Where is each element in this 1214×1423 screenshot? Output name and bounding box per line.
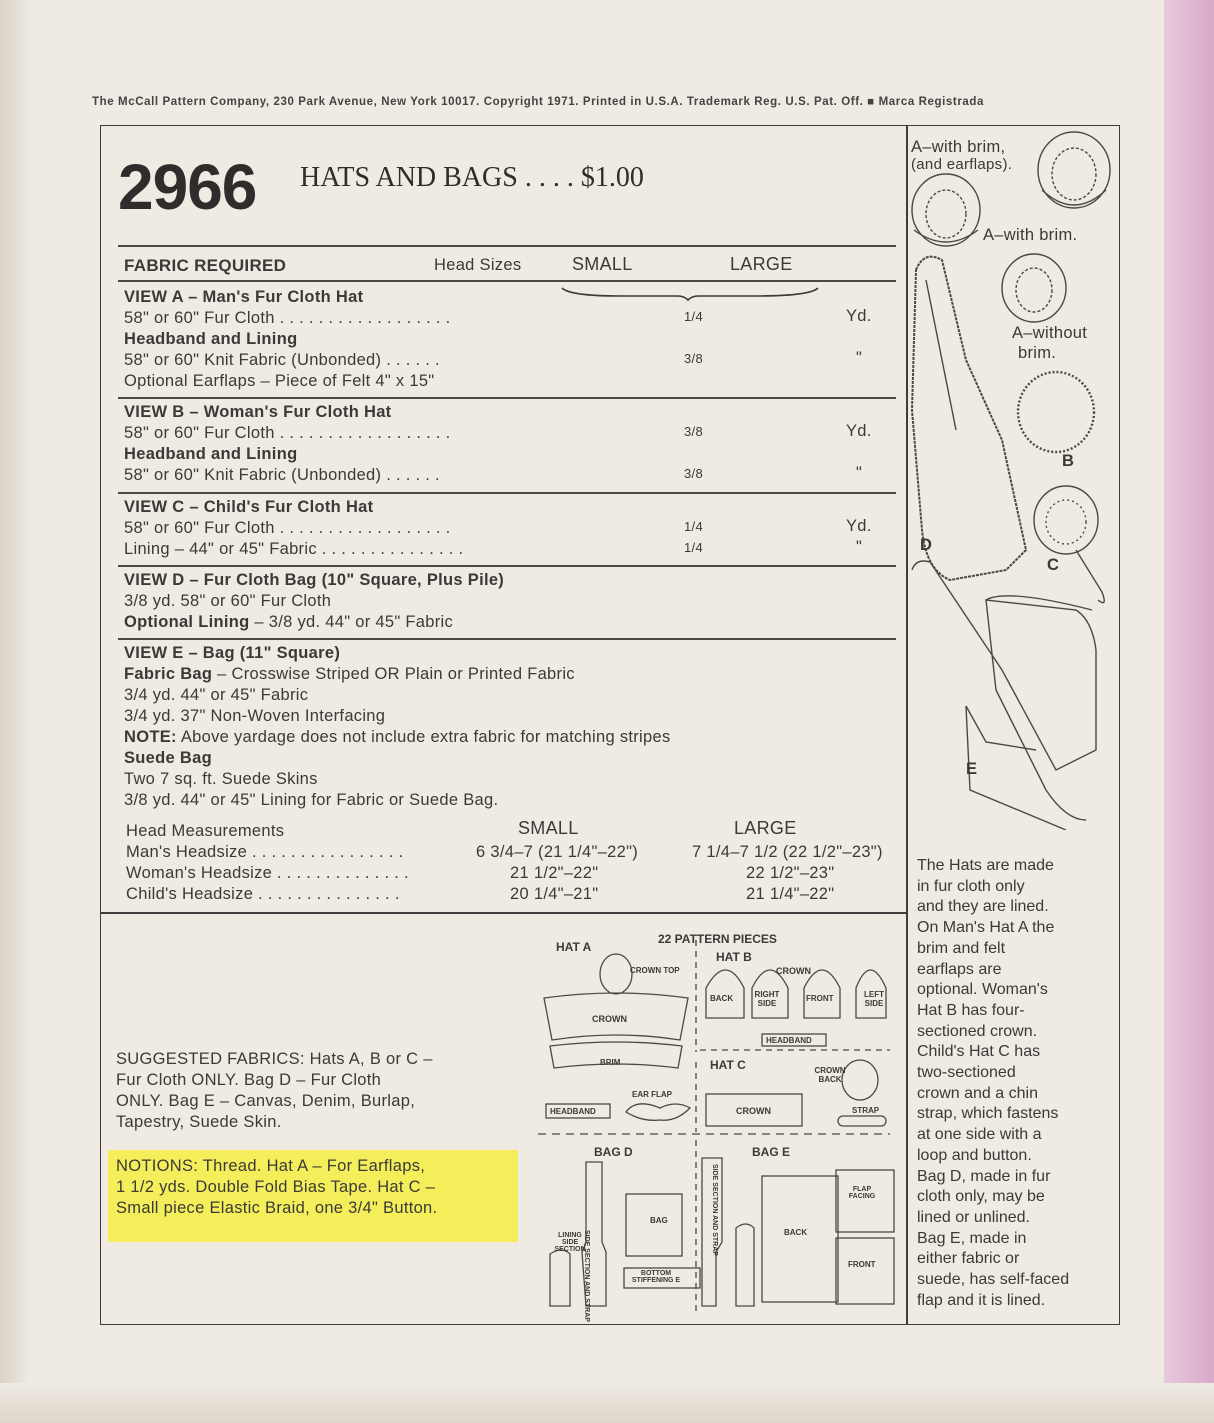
womans-headsize-label: Woman's Headsize . . . . . . . . . . . . . .: [126, 864, 409, 882]
rule: [118, 492, 896, 494]
lining-side-section-piece: LINING SIDE SECTION: [554, 1232, 586, 1253]
notions-line: NOTIONS: Thread. Hat A – For Earflaps,: [116, 1157, 426, 1175]
view-b-knit-qty: 3/8: [684, 466, 703, 481]
view-a-knit-qty: 3/8: [684, 351, 703, 366]
envelope-bottom-shadow: [0, 1383, 1214, 1423]
right-side-piece: RIGHT SIDE: [754, 990, 780, 1008]
pink-background-edge: [1164, 0, 1214, 1423]
bag-e-pieces-label: BAG E: [752, 1145, 791, 1159]
rule: [118, 280, 896, 282]
womans-headsize-large: 22 1/2"–23": [746, 864, 835, 882]
bag-e-side-section-piece: SIDE SECTION AND STRAP: [711, 1164, 718, 1256]
childs-headsize-label: Child's Headsize . . . . . . . . . . . . . . .: [126, 885, 400, 903]
view-e-suede-skins: Two 7 sq. ft. Suede Skins: [124, 770, 318, 788]
hat-b-front-piece: FRONT: [806, 994, 834, 1003]
notions-line: 1 1/2 yds. Double Fold Bias Tape. Hat C –: [116, 1178, 436, 1196]
hat-a-pieces-label: HAT A: [556, 940, 592, 954]
view-c-fur-cloth: 58" or 60" Fur Cloth . . . . . . . . . . . . . . . . . .: [124, 519, 451, 537]
view-a-fur-unit: Yd.: [846, 307, 872, 325]
hat-c-pieces-label: HAT C: [710, 1058, 746, 1072]
view-a-no-brim-label: A–without: [1012, 324, 1088, 342]
rule: [118, 638, 896, 640]
description-text: The Hats are made in fur cloth only and they are lined. On Man's Hat A the brim and felt earflaps are optional. Woman's Hat B has four- sectioned crown. Child's Hat C has two-sectioned crown and a chin strap, which fastens at one side with a loop and button. Bag D, made in fur cloth only, may be lined or unlined. Bag E, made in either fabric or suede, has self-faced flap and it is lined.: [917, 857, 1070, 1309]
view-b-title: VIEW B – Woman's Fur Cloth Hat: [124, 403, 392, 421]
view-d-fur-cloth: 3/8 yd. 58" or 60" Fur Cloth: [124, 592, 332, 610]
suggested-fabrics-line: Tapestry, Suede Skin.: [116, 1113, 282, 1131]
bracket-icon: [560, 284, 820, 302]
flap-facing-piece: FLAP FACING: [848, 1186, 876, 1200]
rule: [118, 245, 896, 247]
view-e-label: E: [966, 760, 978, 778]
hat-a-headband-piece: HEADBAND: [550, 1107, 596, 1116]
pattern-number: 2966: [118, 151, 257, 223]
view-a-fur-cloth: 58" or 60" Fur Cloth . . . . . . . . . . . . . . . . . .: [124, 309, 451, 327]
view-d-lining: Optional Lining – 3/8 yd. 44" or 45" Fabric: [124, 613, 454, 631]
suggested-fabrics-line: SUGGESTED FABRICS: Hats A, B or C –: [116, 1050, 433, 1068]
view-b-fur-qty: 3/8: [684, 424, 703, 439]
view-e-title: VIEW E – Bag (11" Square): [124, 644, 341, 662]
view-a-knit-unit: ": [856, 349, 863, 367]
small-size-heading: SMALL: [572, 254, 633, 274]
view-c-title: VIEW C – Child's Fur Cloth Hat: [124, 498, 374, 516]
hat-b-headband-piece: HEADBAND: [766, 1036, 812, 1045]
hat-c-crown-piece: CROWN: [736, 1106, 771, 1116]
view-b-knit-unit: ": [856, 464, 863, 482]
hat-b-pieces-label: HAT B: [716, 950, 752, 964]
view-a-no-brim-label-2: brim.: [1018, 344, 1057, 362]
crown-piece: CROWN: [592, 1014, 627, 1024]
publisher-line: The McCall Pattern Company, 230 Park Avenue, New York 10017. Copyright 1971. Printed in U.S.A. Trademark Reg. U.S. Pat. Off. ■ Marca Registrada: [92, 96, 985, 108]
measurements-large-heading: LARGE: [734, 818, 797, 838]
hat-b-crown-piece: CROWN: [776, 966, 811, 976]
view-e-fabric-bag: Fabric Bag – Crosswise Striped OR Plain or Printed Fabric: [124, 665, 575, 683]
envelope-shadow: [0, 0, 30, 1423]
womans-headsize-small: 21 1/2"–22": [510, 864, 599, 882]
view-a-brim-label: A–with brim.: [983, 226, 1078, 244]
suggested-fabrics-line: ONLY. Bag E – Canvas, Denim, Burlap,: [116, 1092, 416, 1110]
view-a-headband-heading: Headband and Lining: [124, 330, 298, 348]
view-a-knit: 58" or 60" Knit Fabric (Unbonded) . . . . . .: [124, 351, 440, 369]
view-e-interfacing: 3/4 yd. 37" Non-Woven Interfacing: [124, 707, 386, 725]
view-a-earflaps: Optional Earflaps – Piece of Felt 4" x 15": [124, 372, 435, 390]
mans-headsize-label: Man's Headsize . . . . . . . . . . . . . . . .: [126, 843, 404, 861]
pattern-title: HATS AND BAGS . . . . $1.00: [300, 162, 644, 193]
suggested-fabrics-line: Fur Cloth ONLY. Bag D – Fur Cloth: [116, 1071, 382, 1089]
view-d-label: D: [920, 536, 933, 554]
rule: [118, 565, 896, 567]
view-c-lining: Lining – 44" or 45" Fabric . . . . . . . . . . . . . . .: [124, 540, 464, 558]
hat-b-back-piece: BACK: [710, 994, 734, 1003]
mans-headsize-small: 6 3/4–7 (21 1/4"–22"): [476, 843, 639, 861]
view-e-fabric: 3/4 yd. 44" or 45" Fabric: [124, 686, 309, 704]
view-b-fur-unit: Yd.: [846, 422, 872, 440]
bag-e-front-piece: FRONT: [848, 1260, 876, 1269]
notions-line: Small piece Elastic Braid, one 3/4" Button.: [116, 1199, 438, 1217]
strap-piece: STRAP: [852, 1106, 880, 1115]
view-b-fur-cloth: 58" or 60" Fur Cloth . . . . . . . . . . . . . . . . . .: [124, 424, 451, 442]
view-a-earflaps-label: (and earflaps).: [911, 156, 1013, 173]
bag-e-back-piece: BACK: [784, 1228, 808, 1237]
view-b-label: B: [1062, 452, 1075, 470]
left-side-piece: LEFT SIDE: [864, 990, 884, 1008]
bag-d-side-section-piece: SIDE SECTION AND STRAP: [583, 1230, 590, 1322]
pattern-pieces-count: 22 PATTERN PIECES: [658, 932, 777, 946]
section-divider: [100, 912, 906, 914]
head-sizes-label: Head Sizes: [434, 256, 522, 274]
measurements-small-heading: SMALL: [518, 818, 579, 838]
view-d-title: VIEW D – Fur Cloth Bag (10" Square, Plus Pile): [124, 571, 505, 589]
large-size-heading: LARGE: [730, 254, 793, 274]
fabric-required-heading: FABRIC REQUIRED: [124, 256, 287, 275]
childs-headsize-large: 21 1/4"–22": [746, 885, 835, 903]
brim-piece: BRIM: [600, 1058, 621, 1067]
view-a-title: VIEW A – Man's Fur Cloth Hat: [124, 288, 364, 306]
view-c-lining-unit: ": [856, 538, 863, 556]
view-b-knit: 58" or 60" Knit Fabric (Unbonded) . . . . . .: [124, 466, 440, 484]
view-e-lining: 3/8 yd. 44" or 45" Lining for Fabric or Suede Bag.: [124, 791, 499, 809]
childs-headsize-small: 20 1/4"–21": [510, 885, 599, 903]
bag-d-pieces-label: BAG D: [594, 1145, 633, 1159]
view-c-lining-qty: 1/4: [684, 540, 703, 555]
crown-top-piece: CROWN TOP: [630, 966, 680, 975]
ear-flap-piece: EAR FLAP: [632, 1090, 672, 1099]
bag-piece: BAG: [650, 1216, 668, 1225]
mans-headsize-large: 7 1/4–7 1/2 (22 1/2"–23"): [692, 843, 883, 861]
view-c-fur-unit: Yd.: [846, 517, 872, 535]
view-a-brim-earflaps-label: A–with brim,: [911, 138, 1006, 156]
view-e-note: NOTE: Above yardage does not include extra fabric for matching stripes: [124, 728, 671, 746]
crown-back-piece: CROWN BACK: [814, 1066, 846, 1084]
view-a-fur-qty: 1/4: [684, 309, 703, 324]
view-c-fur-qty: 1/4: [684, 519, 703, 534]
view-c-label: C: [1047, 556, 1060, 574]
head-measurements-heading: Head Measurements: [126, 822, 285, 840]
rule: [118, 397, 896, 399]
view-e-suede-heading: Suede Bag: [124, 749, 212, 767]
view-b-headband-heading: Headband and Lining: [124, 445, 298, 463]
bottom-stiffening-piece: BOTTOM STIFFENING E: [631, 1270, 681, 1284]
